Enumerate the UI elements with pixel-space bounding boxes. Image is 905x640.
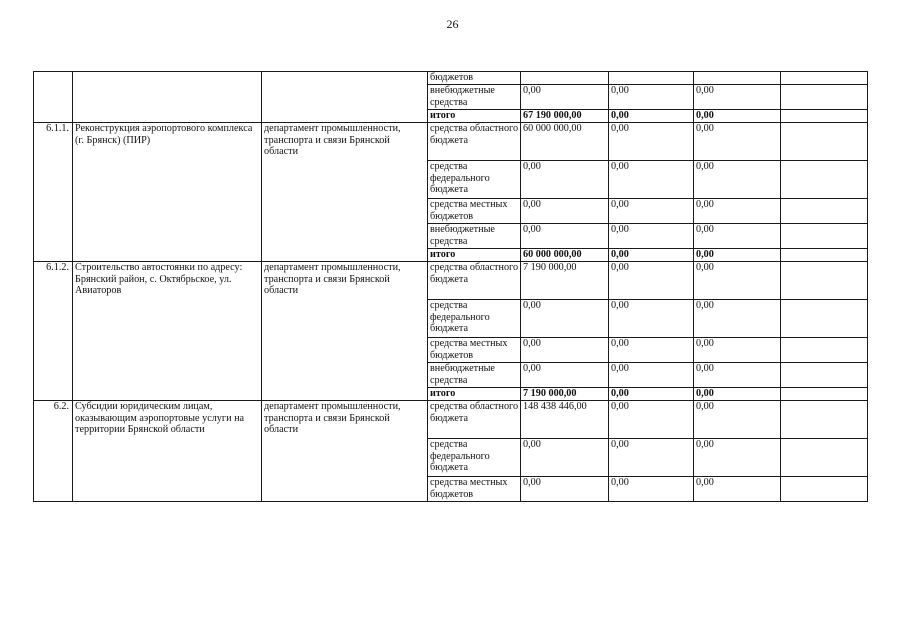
value-col3: 0,00 [694, 338, 781, 363]
item-number: 6.1.1. [34, 123, 73, 262]
value-col3: 0,00 [694, 161, 781, 199]
value-col2: 0,00 [609, 401, 694, 439]
funding-source: внебюджетные средства [428, 224, 521, 249]
empty-col [781, 300, 868, 338]
value-col1: 0,00 [521, 224, 609, 249]
value-col3: 0,00 [694, 363, 781, 388]
value-col3 [694, 72, 781, 85]
item-executor [262, 72, 428, 123]
value-col2: 0,00 [609, 388, 694, 401]
funding-source: средства областного бюджета [428, 262, 521, 300]
empty-col [781, 199, 868, 224]
value-col2: 0,00 [609, 85, 694, 110]
empty-col [781, 363, 868, 388]
value-col2: 0,00 [609, 262, 694, 300]
funding-source: итого [428, 249, 521, 262]
funding-source: внебюджетные средства [428, 363, 521, 388]
value-col1: 60 000 000,00 [521, 123, 609, 161]
item-executor: департамент промышленности, транспорта и связи Брянской области [262, 401, 428, 502]
value-col3: 0,00 [694, 85, 781, 110]
empty-col [781, 439, 868, 477]
value-col3: 0,00 [694, 249, 781, 262]
table-body [34, 72, 868, 502]
value-col3: 0,00 [694, 401, 781, 439]
item-name: Субсидии юридическим лицам, оказывающим аэропортовые услуги на территории Брянской области [73, 401, 262, 502]
value-col1: 148 438 446,00 [521, 401, 609, 439]
table-row [34, 262, 868, 300]
table-row [34, 401, 868, 439]
value-col2: 0,00 [609, 199, 694, 224]
value-col3: 0,00 [694, 262, 781, 300]
item-number [34, 72, 73, 123]
value-col1: 7 190 000,00 [521, 262, 609, 300]
value-col3: 0,00 [694, 199, 781, 224]
funding-source: итого [428, 388, 521, 401]
item-name: Реконструкция аэропортового комплекса (г. Брянск) (ПИР) [73, 123, 262, 262]
value-col1: 0,00 [521, 161, 609, 199]
value-col3: 0,00 [694, 439, 781, 477]
value-col1: 67 190 000,00 [521, 110, 609, 123]
item-number: 6.1.2. [34, 262, 73, 401]
value-col3: 0,00 [694, 224, 781, 249]
value-col3: 0,00 [694, 300, 781, 338]
value-col2: 0,00 [609, 338, 694, 363]
value-col2: 0,00 [609, 224, 694, 249]
funding-source: внебюджетные средства [428, 85, 521, 110]
funding-source: итого [428, 110, 521, 123]
value-col2: 0,00 [609, 477, 694, 502]
funding-source: средства областного бюджета [428, 401, 521, 439]
item-name [73, 72, 262, 123]
value-col2: 0,00 [609, 300, 694, 338]
funding-source: средства местных бюджетов [428, 199, 521, 224]
item-executor: департамент промышленности, транспорта и связи Брянской области [262, 123, 428, 262]
funding-source: средства федерального бюджета [428, 300, 521, 338]
empty-col [781, 477, 868, 502]
table-row [34, 123, 868, 161]
value-col1: 0,00 [521, 477, 609, 502]
item-number: 6.2. [34, 401, 73, 502]
value-col2: 0,00 [609, 363, 694, 388]
value-col3: 0,00 [694, 388, 781, 401]
value-col2: 0,00 [609, 249, 694, 262]
funding-source: средства областного бюджета [428, 123, 521, 161]
value-col1: 0,00 [521, 199, 609, 224]
empty-col [781, 388, 868, 401]
value-col2: 0,00 [609, 161, 694, 199]
funding-source: средства местных бюджетов [428, 338, 521, 363]
value-col1: 0,00 [521, 300, 609, 338]
empty-col [781, 123, 868, 161]
value-col1: 0,00 [521, 338, 609, 363]
value-col2 [609, 72, 694, 85]
value-col1: 0,00 [521, 85, 609, 110]
empty-col [781, 161, 868, 199]
funding-source: бюджетов [428, 72, 521, 85]
funding-source: средства местных бюджетов [428, 477, 521, 502]
value-col2: 0,00 [609, 439, 694, 477]
item-name: Строительство автостоянки по адресу: Брянский район, с. Октябрьское, ул. Авиаторов [73, 262, 262, 401]
item-executor: департамент промышленности, транспорта и связи Брянской области [262, 262, 428, 401]
funding-source: средства федерального бюджета [428, 439, 521, 477]
empty-col [781, 110, 868, 123]
empty-col [781, 72, 868, 85]
table-row [34, 72, 868, 85]
budget-table [33, 71, 868, 502]
value-col2: 0,00 [609, 123, 694, 161]
value-col3: 0,00 [694, 477, 781, 502]
value-col1: 0,00 [521, 439, 609, 477]
value-col1 [521, 72, 609, 85]
empty-col [781, 224, 868, 249]
value-col1: 0,00 [521, 363, 609, 388]
empty-col [781, 262, 868, 300]
empty-col [781, 338, 868, 363]
value-col3: 0,00 [694, 110, 781, 123]
value-col3: 0,00 [694, 123, 781, 161]
page-number: 26 [446, 17, 459, 31]
funding-source: средства федерального бюджета [428, 161, 521, 199]
value-col1: 7 190 000,00 [521, 388, 609, 401]
empty-col [781, 249, 868, 262]
empty-col [781, 401, 868, 439]
empty-col [781, 85, 868, 110]
value-col1: 60 000 000,00 [521, 249, 609, 262]
value-col2: 0,00 [609, 110, 694, 123]
